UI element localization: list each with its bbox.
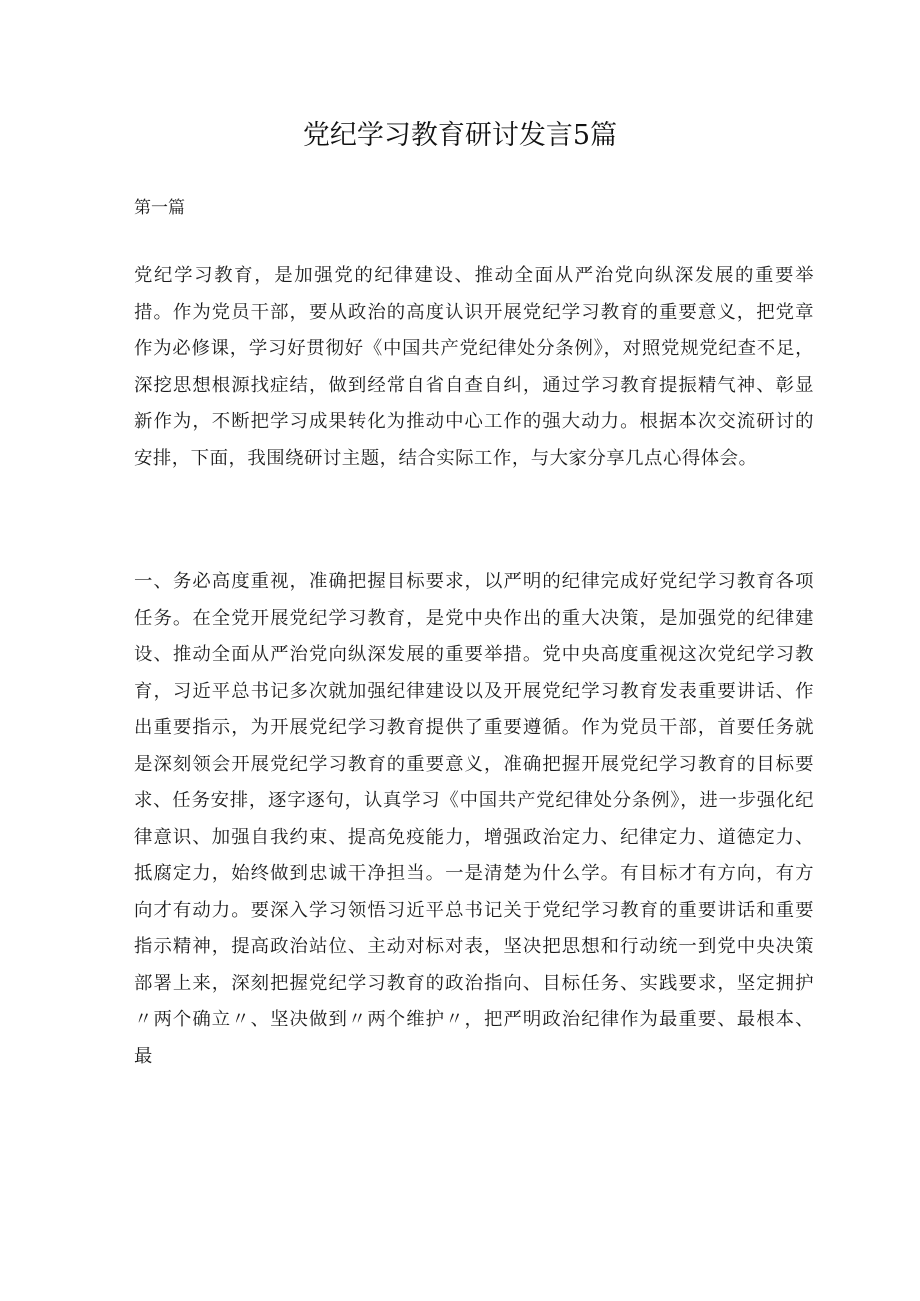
section-label: 第一篇 [134, 198, 185, 218]
paragraph-intro: 党纪学习教育，是加强党的纪律建设、推动全面从严治党向纵深发展的重要举措。作为党员干部，要从政治的高度认识开展党纪学习教育的重要意义，把党章作为必修课，学习好贯彻好《中国共产党纪律处分条例》，对照党规党纪查不足，深挖思想根源找症结，做到经常自省自查自纠，通过学习教育提振精气神、彰显新作为，不断把学习成果转化为推动中心工作的强大动力。根据本次交流研讨的安排，下面，我围绕研讨主题，结合实际工作，与大家分享几点心得体会。 [134, 265, 814, 469]
paragraph-section-one: 一、务必高度重视，准确把握目标要求，以严明的纪律完成好党纪学习教育各项任务。在全党开展党纪学习教育，是党中央作出的重大决策，是加强党的纪律建设、推动全面从严治党向纵深发展的重要举措。党中央高度重视这次党纪学习教育，习近平总书记多次就加强纪律建设以及开展党纪学习教育发表重要讲话、作出重要指示，为开展党纪学习教育提供了重要遵循。作为党员干部，首要任务就是深刻领会开展党纪学习教育的重要意义，准确把握开展党纪学习教育的目标要求、任务安排，逐字逐句，认真学习《中国共产党纪律处分条例》，进一步强化纪律意识、加强自我约束、提高免疫能力，增强政治定力、纪律定力、道德定力、抵腐定力，始终做到忠诚干净担当。一是清楚为什么学。有目标才有方向，有方向才有动力。要深入学习领悟习近平总书记关于党纪学习教育的重要讲话和重要指示精神，提高政治站位、主动对标对表，坚决把思想和行动统一到党中央决策部署上来，深刻把握党纪学习教育的政治指向、目标任务、实践要求，坚定拥护〃两个确立〃、坚决做到〃两个维护〃，把严明政治纪律作为最重要、最根本、最 [134, 571, 814, 1067]
document-title: 党纪学习教育研讨发言5篇 [302, 120, 618, 151]
